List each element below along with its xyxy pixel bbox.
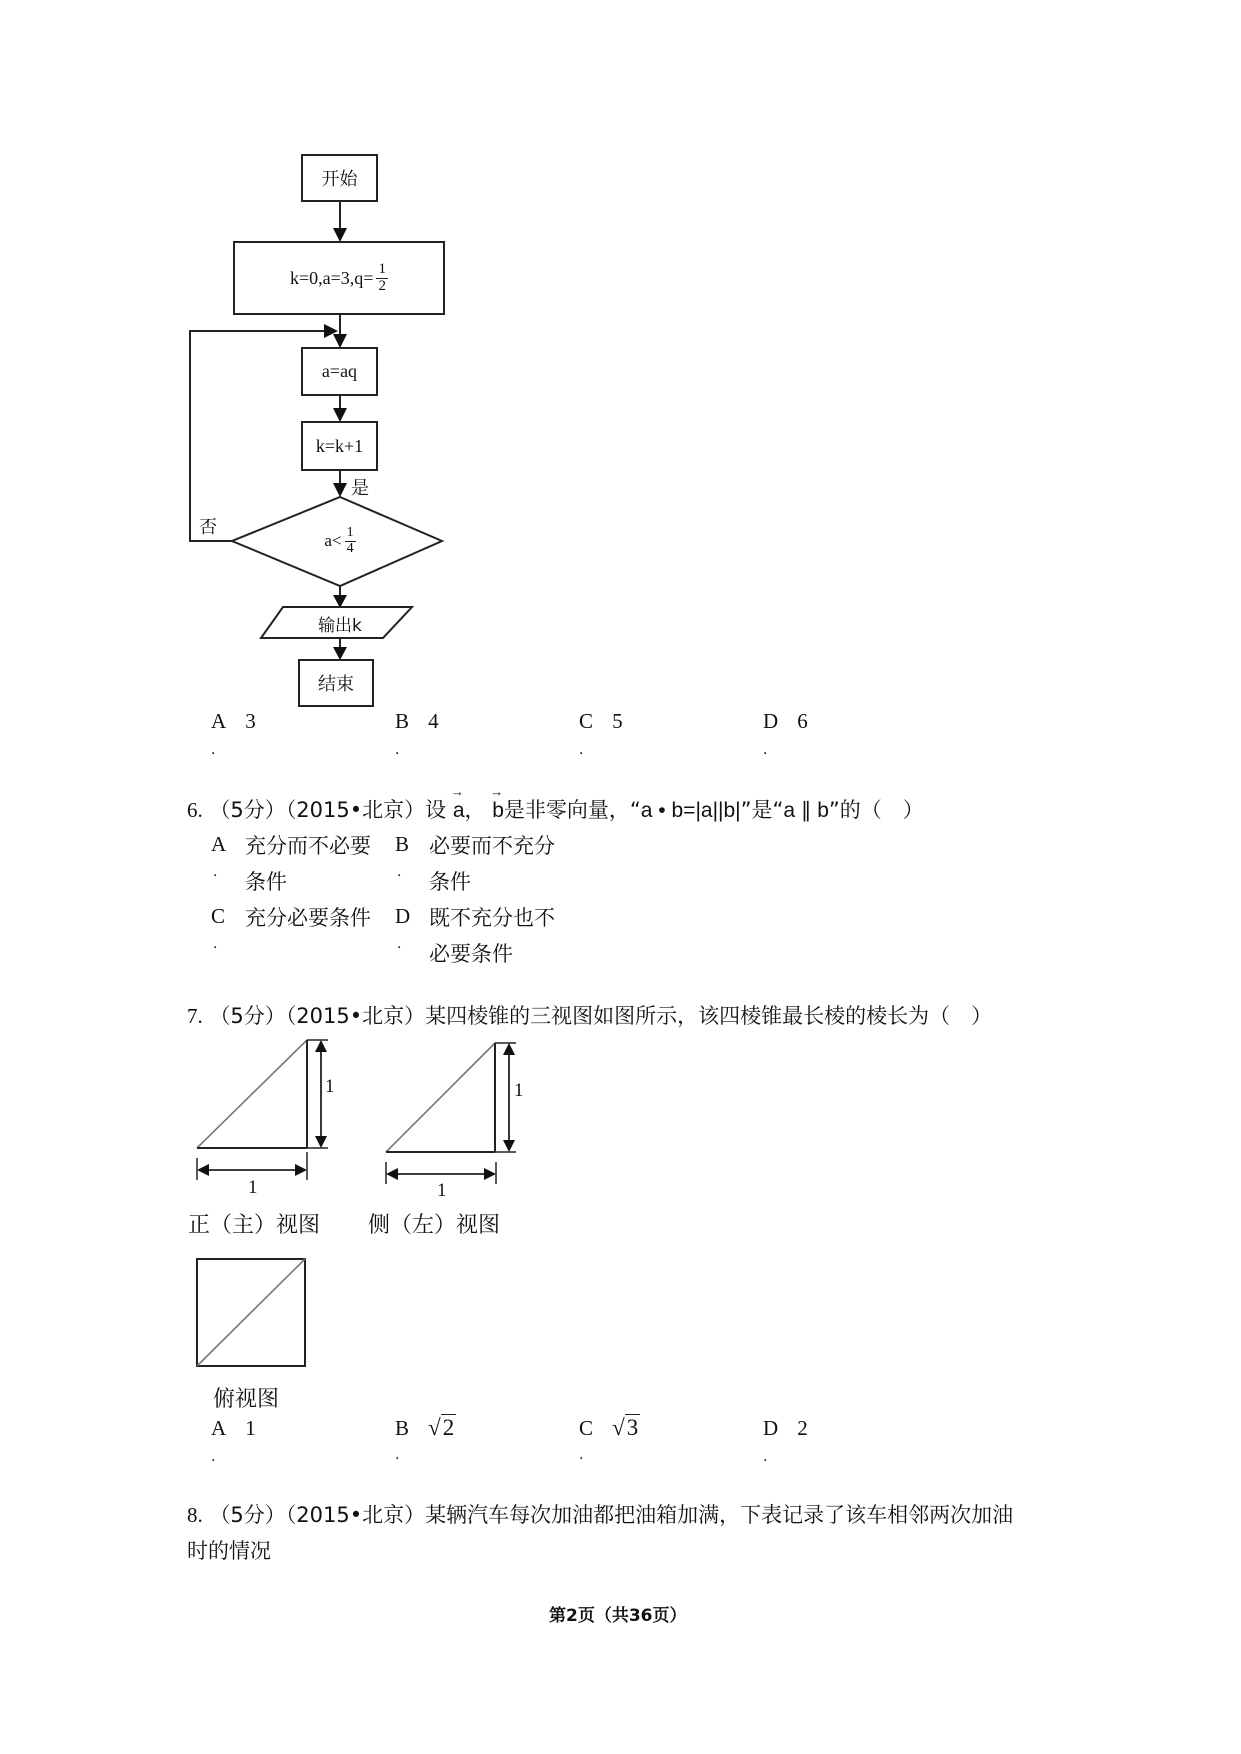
q8-stem <box>187 1505 1013 1526</box>
flowchart-end-label: 结束 <box>318 674 354 695</box>
sqrt-2: √2 <box>428 1415 455 1440</box>
init-fraction: $\frac{1}{2}$ <box>378 260 386 294</box>
q8-source: （2015•北京） <box>285 1503 426 1527</box>
q7-question-text: 某四棱锥的三视图如图所示，该四棱锥最长棱的棱长为（ ） <box>425 1004 993 1028</box>
q5-option-b[interactable]: B 4 · <box>395 709 439 762</box>
front-view-label: 正（主）视图 <box>188 1213 321 1238</box>
q8-score: （5分） <box>209 1503 286 1527</box>
q7-option-d[interactable]: D 2 · <box>763 1416 808 1469</box>
flowchart-start <box>301 154 378 202</box>
q7-source: （2015•北京） <box>285 1004 426 1028</box>
flowchart-output-label: 输出k <box>318 615 362 636</box>
q7-score: （5分） <box>209 1004 286 1028</box>
vector-a: → a <box>453 800 465 821</box>
three-view-diagram <box>180 1030 540 1390</box>
q6-score: （5分） <box>209 798 286 822</box>
side-view-label: 侧（左）视图 <box>368 1213 501 1238</box>
front-view-width-dim: 1 <box>248 1177 258 1198</box>
flowchart-no-label: 否 <box>199 517 217 538</box>
flowchart-step-a-label: a=aq <box>321 361 358 381</box>
q6-source: （2015•北京） <box>285 798 426 822</box>
top-view-label: 俯视图 <box>213 1387 280 1412</box>
flowchart-step-k <box>301 421 378 471</box>
flowchart-condition <box>300 520 380 562</box>
q7-option-a[interactable]: A 1 · <box>211 1416 256 1469</box>
flowchart-output <box>290 608 390 638</box>
q8-question-text-line2: 时的情况 <box>187 1539 271 1563</box>
cond-fraction: $\frac{1}{4}$ <box>346 524 354 556</box>
flowchart-step-a <box>301 347 378 396</box>
q7-option-b[interactable]: B √2 · <box>395 1415 455 1467</box>
q8-number: 8. <box>187 1503 203 1527</box>
q5-option-c[interactable]: C 5 · <box>579 709 623 762</box>
q7-number: 7. <box>187 1004 203 1028</box>
flowchart-condition-label: a< <box>324 531 342 550</box>
flowchart-connectors <box>0 0 1241 740</box>
front-view-height-dim: 1 <box>325 1076 335 1097</box>
sqrt-3: √3 <box>612 1415 639 1440</box>
side-view-width-dim: 1 <box>437 1180 447 1201</box>
flowchart-end <box>298 659 374 707</box>
side-view-height-dim: 1 <box>514 1080 524 1101</box>
q7-option-c[interactable]: C √3 · <box>579 1415 639 1467</box>
vector-b: → b <box>492 800 504 821</box>
q5-option-d[interactable]: D 6 · <box>763 709 808 762</box>
q6-stem: 6. （5分）（2015•北京）设 → a， → b是非零向量，“a • b=|a||b|”是“a ∥ b”的（ ） <box>187 800 924 821</box>
q6-expression: a • b=|a||b| <box>640 799 741 822</box>
q8-question-text-line1: 某辆汽车每次加油都把油箱加满，下表记录了该车相邻两次加油 <box>425 1503 1014 1527</box>
flowchart-init-label: k=0,a=3,q= <box>290 267 374 288</box>
q6-number: 6. <box>187 798 203 822</box>
page-number: 第2页（共36页） <box>549 1606 687 1626</box>
flowchart-init <box>233 241 445 315</box>
flowchart-start-label: 开始 <box>321 169 358 190</box>
flowchart-yes-label: 是 <box>351 478 369 499</box>
q7-stem <box>187 1006 992 1027</box>
q5-option-a[interactable]: A 3 · <box>211 709 256 762</box>
q6-parallel-expression: a ∥ b <box>783 799 829 822</box>
flowchart-step-k-label: k=k+1 <box>315 435 364 456</box>
